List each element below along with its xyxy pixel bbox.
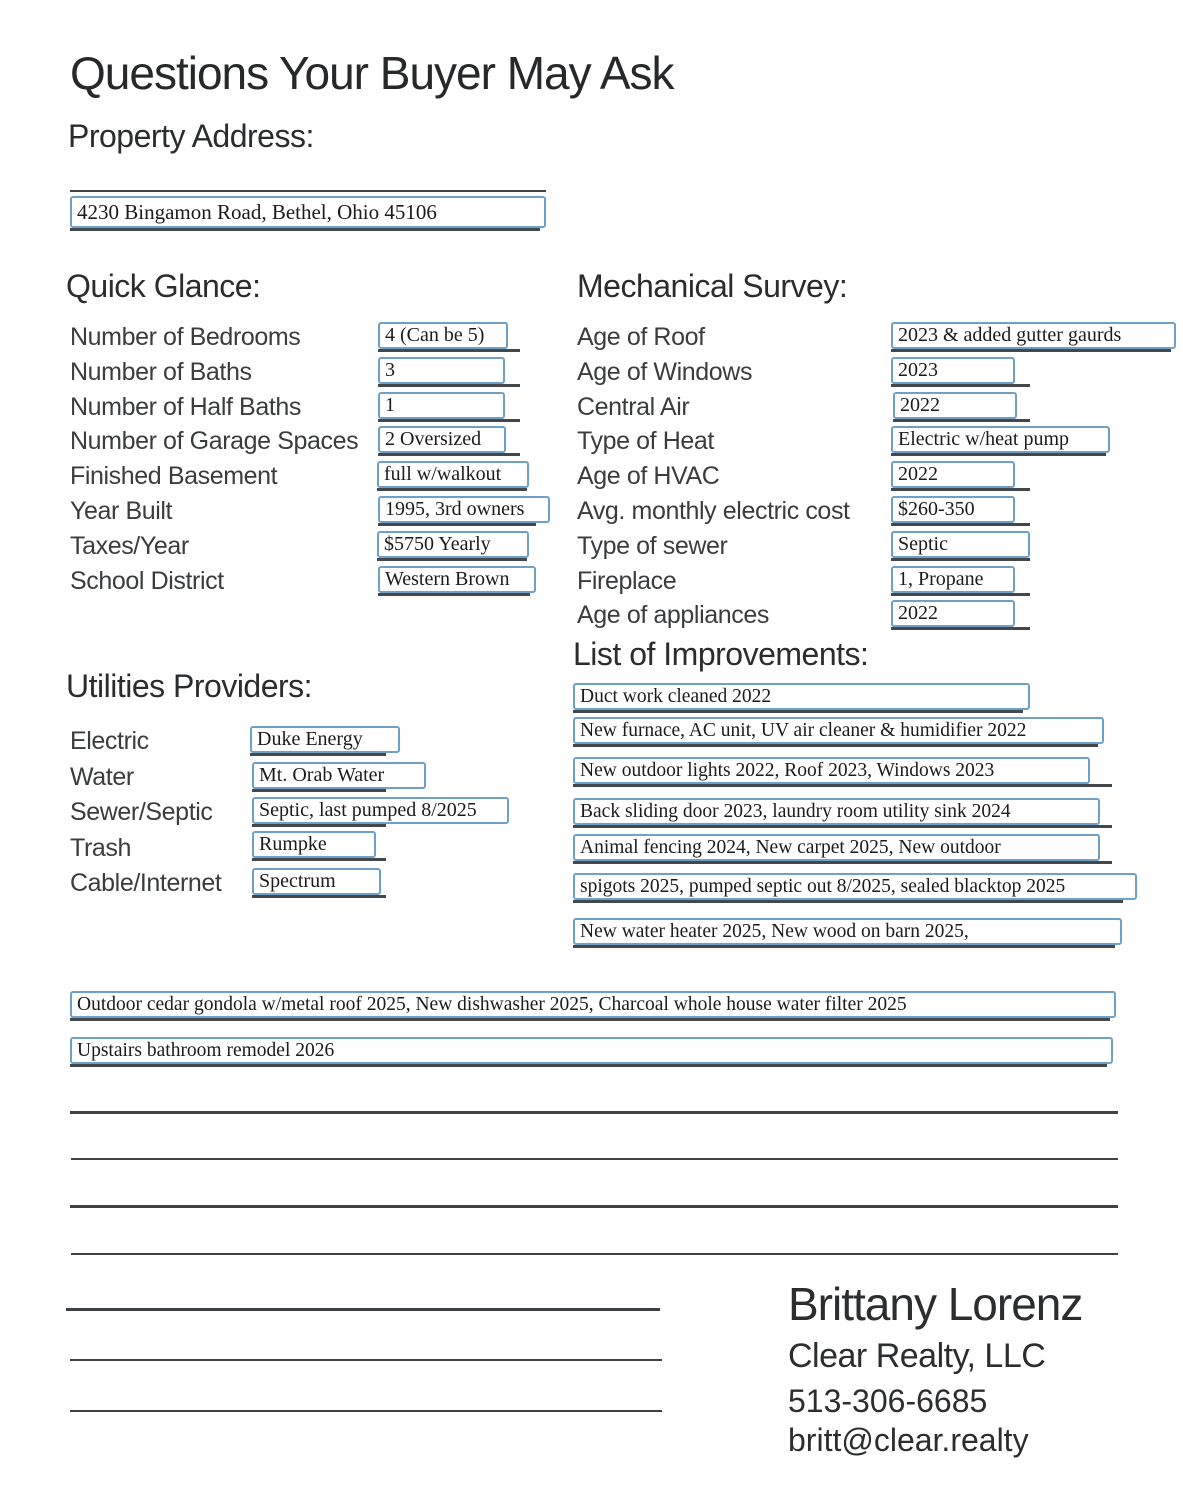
- taxes-underline: [377, 558, 527, 561]
- blank-line-4: [71, 1253, 1118, 1255]
- improvement-field-8: [70, 991, 1116, 1018]
- finished-basement-label: Finished Basement: [70, 462, 278, 490]
- garage-spaces-field: [378, 426, 506, 453]
- improvement-field-7: [573, 918, 1122, 945]
- electric-provider-underline: [250, 753, 386, 756]
- improvement-underline-9: [70, 1064, 1107, 1067]
- improvement-input-9[interactable]: [70, 1037, 1113, 1064]
- water-provider-field: [252, 762, 426, 789]
- central-air-underline: [893, 419, 1030, 422]
- sewer-septic-field: [252, 797, 509, 824]
- sewer-type-input[interactable]: [891, 531, 1030, 558]
- finished-basement-field: [377, 461, 529, 488]
- blank-line-6: [70, 1359, 662, 1361]
- trash-provider-label: Trash: [70, 834, 131, 862]
- sewer-type-underline: [891, 558, 1030, 561]
- page-title: Questions Your Buyer May Ask: [70, 47, 674, 99]
- fireplace-field: [891, 566, 1015, 593]
- improvement-field-9: [70, 1037, 1113, 1064]
- finished-basement-input[interactable]: [377, 461, 529, 488]
- bedrooms-input[interactable]: [378, 322, 508, 349]
- electric-provider-input[interactable]: [250, 726, 400, 753]
- improvement-input-6[interactable]: [573, 873, 1137, 900]
- fireplace-input[interactable]: [891, 566, 1015, 593]
- improvement-underline-6: [573, 900, 1123, 903]
- half-baths-label: Number of Half Baths: [70, 393, 301, 421]
- trash-provider-input[interactable]: [252, 831, 376, 858]
- improvements-heading: List of Improvements:: [573, 636, 869, 672]
- electric-provider-field: [250, 726, 400, 753]
- appliances-age-input[interactable]: [891, 600, 1015, 627]
- garage-spaces-underline: [378, 453, 520, 456]
- heat-type-field: [891, 426, 1110, 453]
- improvement-field-4: [573, 798, 1100, 825]
- fireplace-label: Fireplace: [577, 567, 677, 595]
- garage-spaces-input[interactable]: [378, 426, 506, 453]
- agent-contact-block: [788, 1279, 1082, 1459]
- hvac-age-input[interactable]: [891, 461, 1015, 488]
- fireplace-underline: [891, 593, 1030, 596]
- appliances-age-label: Age of appliances: [577, 601, 769, 629]
- electric-cost-label: Avg. monthly electric cost: [577, 497, 850, 525]
- sewer-type-label: Type of sewer: [577, 532, 728, 560]
- improvement-input-5[interactable]: [573, 834, 1100, 861]
- improvement-input-8[interactable]: [70, 991, 1116, 1018]
- heat-type-input[interactable]: [891, 426, 1110, 453]
- property-address-input[interactable]: [70, 196, 546, 228]
- windows-age-underline: [891, 384, 1030, 387]
- improvement-field-6: [573, 873, 1137, 900]
- central-air-input[interactable]: [893, 392, 1017, 419]
- electric-cost-underline: [891, 523, 1030, 526]
- improvement-field-3: [573, 757, 1090, 784]
- address-overline: [70, 190, 546, 192]
- address-underline: [70, 228, 540, 231]
- improvement-field-1: [573, 683, 1030, 710]
- taxes-field: [377, 531, 529, 558]
- trash-provider-underline: [252, 858, 386, 861]
- improvement-underline-2: [573, 744, 1098, 747]
- hvac-age-field: [891, 461, 1015, 488]
- cable-internet-field: [252, 868, 381, 895]
- improvement-input-2[interactable]: [573, 717, 1104, 744]
- bedrooms-underline: [378, 349, 520, 352]
- quick-glance-heading: Quick Glance:: [66, 268, 261, 304]
- improvement-field-2: [573, 717, 1104, 744]
- electric-cost-input[interactable]: [891, 496, 1015, 523]
- year-built-label: Year Built: [70, 497, 173, 525]
- windows-age-input[interactable]: [891, 357, 1015, 384]
- school-district-field: [378, 566, 536, 593]
- baths-field: [378, 357, 505, 384]
- finished-basement-underline: [377, 488, 527, 491]
- windows-age-field: [891, 357, 1015, 384]
- electric-cost-field: [891, 496, 1015, 523]
- trash-provider-field: [252, 831, 376, 858]
- cable-internet-input[interactable]: [252, 868, 381, 895]
- improvement-underline-5: [573, 861, 1112, 864]
- garage-spaces-label: Number of Garage Spaces: [70, 427, 359, 455]
- cable-internet-underline: [252, 895, 386, 898]
- mechanical-survey-heading: Mechanical Survey:: [577, 268, 848, 304]
- hvac-age-label: Age of HVAC: [577, 462, 720, 490]
- sewer-type-field: [891, 531, 1030, 558]
- heat-type-label: Type of Heat: [577, 427, 714, 455]
- year-built-underline: [378, 523, 536, 526]
- cable-internet-label: Cable/Internet: [70, 869, 222, 897]
- water-provider-label: Water: [70, 763, 134, 791]
- blank-line-3: [70, 1205, 1118, 1208]
- agent-company: Clear Realty, LLC: [788, 1336, 1046, 1375]
- agent-name: Brittany Lorenz: [788, 1278, 1083, 1330]
- half-baths-input[interactable]: [378, 392, 505, 419]
- baths-underline: [378, 384, 520, 387]
- windows-age-label: Age of Windows: [577, 358, 753, 386]
- improvement-underline-4: [573, 825, 1112, 828]
- school-district-underline: [378, 593, 530, 596]
- bedrooms-field: [378, 322, 508, 349]
- school-district-input[interactable]: [378, 566, 536, 593]
- taxes-label: Taxes/Year: [70, 532, 189, 560]
- agent-email: britt@clear.realty: [788, 1421, 1029, 1458]
- improvement-input-3[interactable]: [573, 757, 1090, 784]
- electric-provider-label: Electric: [70, 727, 149, 755]
- improvement-underline-3: [573, 784, 1112, 787]
- blank-line-2: [71, 1158, 1118, 1160]
- year-built-input[interactable]: [378, 496, 550, 523]
- half-baths-underline: [378, 419, 520, 422]
- improvement-underline-8: [70, 1018, 1110, 1021]
- sewer-septic-label: Sewer/Septic: [70, 798, 213, 826]
- property-address-heading: Property Address:: [68, 118, 314, 154]
- property-address-field: [70, 196, 546, 228]
- year-built-field: [378, 496, 550, 523]
- appliances-age-field: [891, 600, 1015, 627]
- roof-age-label: Age of Roof: [577, 323, 705, 351]
- blank-line-5: [66, 1308, 660, 1311]
- baths-input[interactable]: [378, 357, 505, 384]
- roof-age-underline: [891, 349, 1171, 352]
- baths-label: Number of Baths: [70, 358, 252, 386]
- roof-age-input[interactable]: [891, 322, 1176, 349]
- appliances-age-underline: [891, 627, 1030, 630]
- utilities-heading: Utilities Providers:: [66, 668, 313, 704]
- improvement-input-1[interactable]: [573, 683, 1030, 710]
- central-air-field: [893, 392, 1017, 419]
- improvement-underline-1: [573, 710, 1023, 713]
- agent-phone: 513-306-6685: [788, 1382, 988, 1419]
- blank-line-7: [70, 1410, 662, 1412]
- central-air-label: Central Air: [577, 393, 690, 421]
- water-provider-underline: [252, 789, 386, 792]
- sewer-septic-input[interactable]: [252, 797, 509, 824]
- improvement-field-5: [573, 834, 1100, 861]
- half-baths-field: [378, 392, 505, 419]
- hvac-age-underline: [891, 488, 1030, 491]
- school-district-label: School District: [70, 567, 224, 595]
- improvement-underline-7: [573, 945, 1115, 948]
- roof-age-field: [891, 322, 1176, 349]
- blank-line-1: [70, 1111, 1118, 1114]
- bedrooms-label: Number of Bedrooms: [70, 323, 301, 351]
- improvement-input-4[interactable]: [573, 798, 1100, 825]
- taxes-input[interactable]: [377, 531, 529, 558]
- improvement-input-7[interactable]: [573, 918, 1122, 945]
- water-provider-input[interactable]: [252, 762, 426, 789]
- sewer-septic-underline: [252, 824, 386, 827]
- heat-type-underline: [891, 453, 1106, 456]
